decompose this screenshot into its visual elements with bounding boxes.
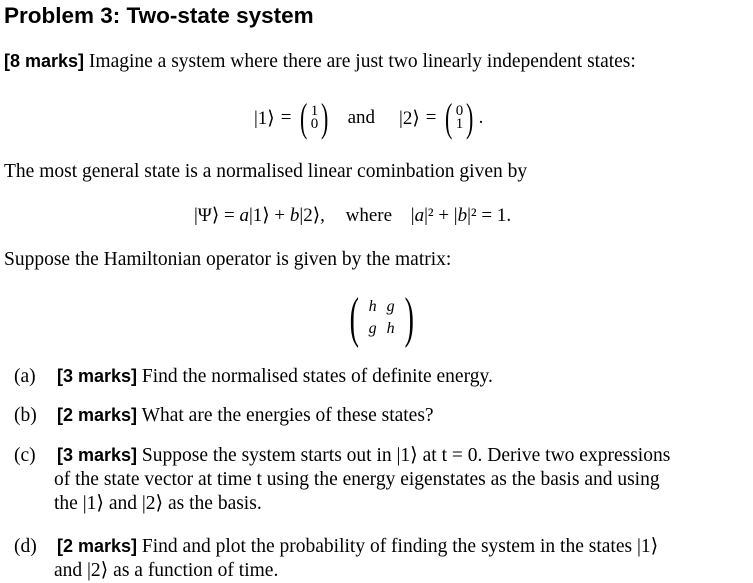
part-c-line-3: the |1⟩ and |2⟩ as the basis. xyxy=(54,493,262,514)
ket-2: |2⟩ xyxy=(399,107,420,129)
part-b-marks: [2 marks] xyxy=(57,405,138,425)
intro-text: Imagine a system where there are just two linearly independent states: xyxy=(88,51,636,72)
intro-paragraph xyxy=(4,49,636,74)
coef-b: b xyxy=(289,205,300,226)
vector-2 xyxy=(456,105,464,131)
cond-part-3: |² = 1. xyxy=(467,205,512,226)
where-word: where xyxy=(345,205,393,226)
cond-part-1: | xyxy=(410,205,415,226)
cond-a: a xyxy=(414,205,425,226)
part-c-line-1: Suppose the system starts out in |1⟩ at t = 0. Derive two expressions xyxy=(141,445,671,466)
hamiltonian-matrix xyxy=(345,287,418,349)
vector-2-top: 0 xyxy=(455,103,464,119)
part-c-marks: [3 marks] xyxy=(57,445,138,465)
right-paren-2: ) xyxy=(466,95,474,140)
right-paren: ) xyxy=(321,95,329,140)
matrix-12: g xyxy=(386,298,395,315)
part-a-label: (a) xyxy=(14,366,36,387)
ket-1: |1⟩ xyxy=(254,107,275,129)
matrix-11: h xyxy=(368,298,377,315)
matrix-table xyxy=(364,296,400,340)
matrix-right-paren: ) xyxy=(404,287,414,349)
part-b xyxy=(14,403,434,428)
and-word: and xyxy=(347,107,376,128)
equals-sign: = xyxy=(280,107,292,128)
left-paren-2: ( xyxy=(445,95,453,140)
part-c-line-2: of the state vector at time t using the energy eigenstates as the basis and using xyxy=(54,469,660,490)
part-d-line-2: and |2⟩ as a function of time. xyxy=(54,560,279,581)
intro-marks: [8 marks] xyxy=(4,51,85,71)
part-d-label: (d) xyxy=(14,536,37,557)
part-d-line-1: Find and plot the probability of finding the system in the states |1⟩ xyxy=(141,536,659,557)
matrix-left-paren: ( xyxy=(349,287,359,349)
matrix-21: g xyxy=(368,320,377,337)
vector-1-bottom: 0 xyxy=(310,116,319,132)
left-paren: ( xyxy=(300,95,308,140)
part-c-label: (c) xyxy=(14,445,36,466)
part-d-marks: [2 marks] xyxy=(57,536,138,556)
part-c xyxy=(14,443,670,516)
general-state-text: The most general state is a normalised linear cominbation given by xyxy=(4,161,528,182)
cond-b: b xyxy=(457,205,468,226)
part-b-text: What are the energies of these states? xyxy=(141,405,434,426)
part-a-marks: [3 marks] xyxy=(57,366,138,386)
problem-title: Problem 3: Two-state system xyxy=(4,3,314,28)
part-d xyxy=(14,534,658,583)
basis-states-equation xyxy=(254,94,483,142)
part-b-label: (b) xyxy=(14,405,37,426)
cond-part-2: |² + | xyxy=(424,205,458,226)
vector-1 xyxy=(311,105,319,131)
part-a xyxy=(14,364,493,389)
period: . xyxy=(478,107,484,128)
vector-1-top: 1 xyxy=(310,103,319,119)
vector-2-bottom: 1 xyxy=(455,116,464,132)
general-state-equation xyxy=(194,204,511,227)
eq-end: |2⟩, xyxy=(299,205,325,226)
equals-sign-2: = xyxy=(425,107,437,128)
psi-lhs: |Ψ⟩ = xyxy=(194,205,240,226)
hamiltonian-text: Suppose the Hamiltonian operator is given by the matrix: xyxy=(4,249,452,270)
matrix-22: h xyxy=(386,320,395,337)
coef-a: a xyxy=(239,205,249,226)
part-a-text: Find the normalised states of definite energy. xyxy=(141,366,493,387)
eq-mid: |1⟩ + xyxy=(248,205,290,226)
